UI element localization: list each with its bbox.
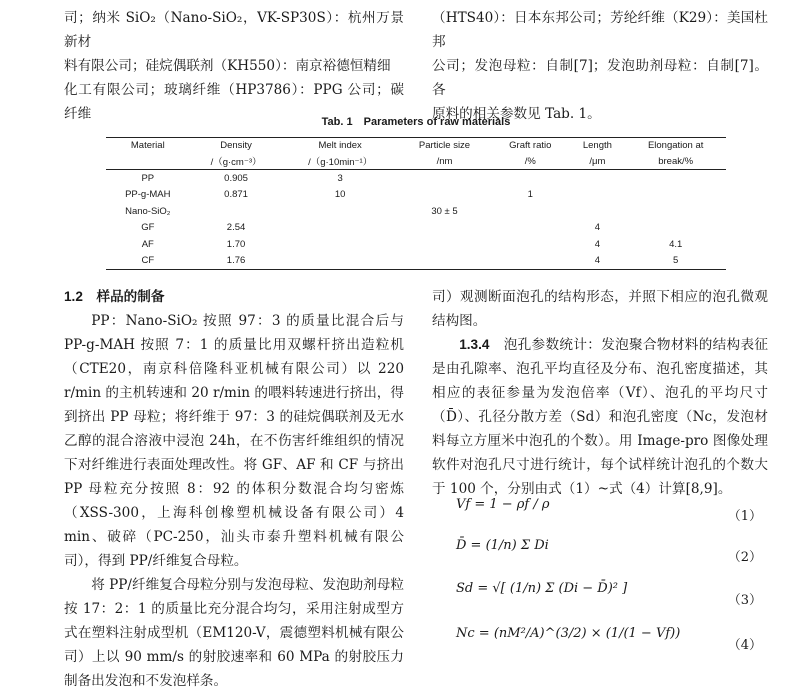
equation-expression: Sd = √[ (1/n) Σ (Di − D̄)² ] — [456, 581, 628, 596]
equation-number: （1） — [727, 509, 762, 524]
equation-2 — [432, 538, 768, 576]
header-cell: Melt index — [283, 138, 398, 154]
table-cell — [491, 170, 569, 187]
table-row — [106, 187, 726, 204]
equation-number: （4） — [727, 638, 762, 653]
header-cell — [106, 153, 190, 170]
table-cell: 4 — [594, 238, 601, 250]
table-cell: PP — [141, 172, 155, 184]
table-cell: 3 — [337, 172, 343, 184]
table-title: Tab. 1 Parameters of raw materials — [321, 116, 511, 128]
table-row — [106, 220, 726, 237]
equation-expression: D̄ = (1/n) Σ Di — [456, 538, 549, 553]
table-cell: 1.76 — [190, 253, 283, 270]
header-cell: /（g·cm⁻³） — [190, 153, 283, 170]
paragraph — [432, 333, 768, 501]
paragraph: 将 PP/纤维复合母粒分别与发泡母粒、发泡助剂母粒按 17：2：1 的质量比充分混合均匀，采用注射成型方式在塑料注射成型机（EM120-V，震德塑料机械有限公司）上以 90 mm/s 的射胶速率和 60 MPa 的射胶压力制备出发泡和不发泡样条。 — [64, 577, 404, 689]
table-cell: GF — [141, 222, 155, 234]
table-row — [106, 203, 726, 220]
table-header-row — [106, 138, 726, 154]
text-line: 化工有限公司；玻璃纤维（HP3786）：PPG 公司；碳纤维 — [64, 82, 404, 122]
equation-number: （2） — [727, 550, 762, 565]
table-cell: CF — [106, 253, 190, 270]
table-cell — [283, 220, 398, 237]
equation-4 — [432, 626, 768, 664]
header-cell: break/% — [625, 153, 726, 170]
table-cell — [625, 203, 726, 220]
table-cell: PP-g-MAH — [125, 189, 171, 201]
table-cell — [398, 236, 491, 253]
header-cell: Graft ratio — [491, 138, 569, 154]
subsection-number: 1.3.4 — [459, 337, 504, 352]
table-cell — [283, 236, 398, 253]
table-cell: Nano-SiO₂ — [125, 205, 171, 217]
table-row — [106, 236, 726, 253]
table-cell: 4 — [569, 253, 625, 270]
paragraph-text: 泡孔参数统计：发泡聚合物材料的结构表征是由孔隙率、泡孔平均直径及分布、泡孔密度描述，其相应的表征参量为发泡倍率（Vf）、泡孔的平均尺寸（D̄）、孔径分散方差（Sd）和泡孔密度（Nc，发泡材料每立方厘米中泡孔的个数）。用 Image-pro 图像处理软件对泡孔尺寸进行统计，每个试样统计泡孔的个数大于 100 个，分别由式（1）~式（4）计算[8,9]。 — [432, 337, 769, 497]
table-cell: 1.70 — [226, 238, 246, 250]
table-header-units-row — [106, 153, 726, 170]
table-cell: 1 — [527, 189, 533, 201]
table-row — [106, 170, 726, 187]
text-line: 原料的相关参数见 Tab. 1。 — [432, 106, 601, 122]
equation-1 — [432, 497, 768, 535]
table-cell: 2.54 — [226, 222, 246, 234]
table-cell: 4.1 — [669, 238, 683, 250]
text-line: 料有限公司；硅烷偶联剂（KH550）：南京裕德恒精细 — [64, 58, 391, 74]
header-cell: Length — [569, 138, 625, 154]
table-cell — [491, 236, 569, 253]
table-cell — [190, 203, 283, 220]
equation-expression: Nc = (nM²/A)^(3/2) × (1/(1 − Vf)) — [456, 626, 681, 641]
section-heading: 1.2 样品的制备 — [64, 289, 165, 304]
table-cell — [625, 187, 726, 204]
header-cell: Material — [106, 138, 190, 154]
table-cell — [569, 170, 625, 187]
table-cell — [625, 170, 726, 187]
table-row — [106, 253, 726, 270]
header-cell: /（g·10min⁻¹） — [283, 153, 398, 170]
header-cell: /μm — [569, 153, 625, 170]
table-cell: 0.905 — [224, 172, 248, 184]
table-cell — [491, 220, 569, 237]
equation-number: （3） — [727, 593, 762, 608]
paragraph: PP：Nano-SiO₂ 按照 97：3 的质量比混合后与 PP-g-MAH 按照 7：1 的质量比用双螺杆挤出造粒机（CTE20，南京科倍隆科亚机械有限公司）以 220 r/min 的主机转速和 20 r/min 的喂料转速进行挤出，得到挤出 PP 母粒；将纤维于 97：3 的硅烷偶联剂及无水乙醇的混合溶液中浸泡 24h，在不伤害纤维组织的情况下对纤维进行表面处理改性。将 GF、AF 和 CF 与挤出 PP 母粒充分按照 8：92 的体积分数混合均匀密炼（XSS-300，上海科创橡塑机械设备有限公司）4 min、破碎（PC-250，汕头市泰升塑料机械有限公司），得到 PP/纤维复合母粒。 — [64, 313, 404, 569]
table-cell — [398, 220, 491, 237]
table-cell — [283, 253, 398, 270]
text-line: 公司；发泡母粒：自制[7]；发泡助剂母粒：自制[7]。各 — [432, 58, 768, 98]
table-cell — [625, 220, 726, 237]
table-cell — [398, 187, 491, 204]
raw-materials-table-block — [106, 113, 726, 270]
equation-3 — [432, 581, 768, 619]
table-cell: 4 — [594, 222, 601, 234]
text-line: 司；纳米 SiO₂（Nano-SiO₂，VK-SP30S）：杭州万景新材 — [64, 10, 404, 50]
table-cell: 0.871 — [224, 189, 248, 201]
table-cell: 5 — [625, 253, 726, 270]
table-cell — [569, 203, 625, 220]
right-column-top — [432, 6, 768, 126]
paragraph: 司）观测断面泡孔的结构形态，并照下相应的泡孔微观结构图。 — [432, 289, 768, 329]
raw-materials-table — [106, 137, 726, 270]
table-cell: AF — [141, 238, 154, 250]
left-column-bottom — [64, 285, 404, 693]
left-column-top — [64, 6, 404, 126]
table-cell — [569, 187, 625, 204]
table-cell — [491, 203, 569, 220]
text-line: （HTS40）：日本东邦公司；芳纶纤维（K29）：美国杜邦 — [432, 10, 768, 50]
table-cell — [398, 253, 491, 270]
header-cell: Elongation at — [625, 138, 726, 154]
table-cell — [283, 203, 398, 220]
table-cell — [398, 170, 491, 187]
header-cell: Density — [190, 138, 283, 154]
table-cell: 10 — [334, 189, 346, 201]
table-cell: 30 ± 5 — [431, 205, 458, 217]
right-column-bottom — [432, 285, 768, 501]
table-cell — [491, 253, 569, 270]
header-cell: /% — [491, 153, 569, 170]
header-cell: Particle size — [398, 138, 491, 154]
equation-expression: Vf = 1 − ρf / ρ — [456, 497, 550, 512]
header-cell: /nm — [398, 153, 491, 170]
